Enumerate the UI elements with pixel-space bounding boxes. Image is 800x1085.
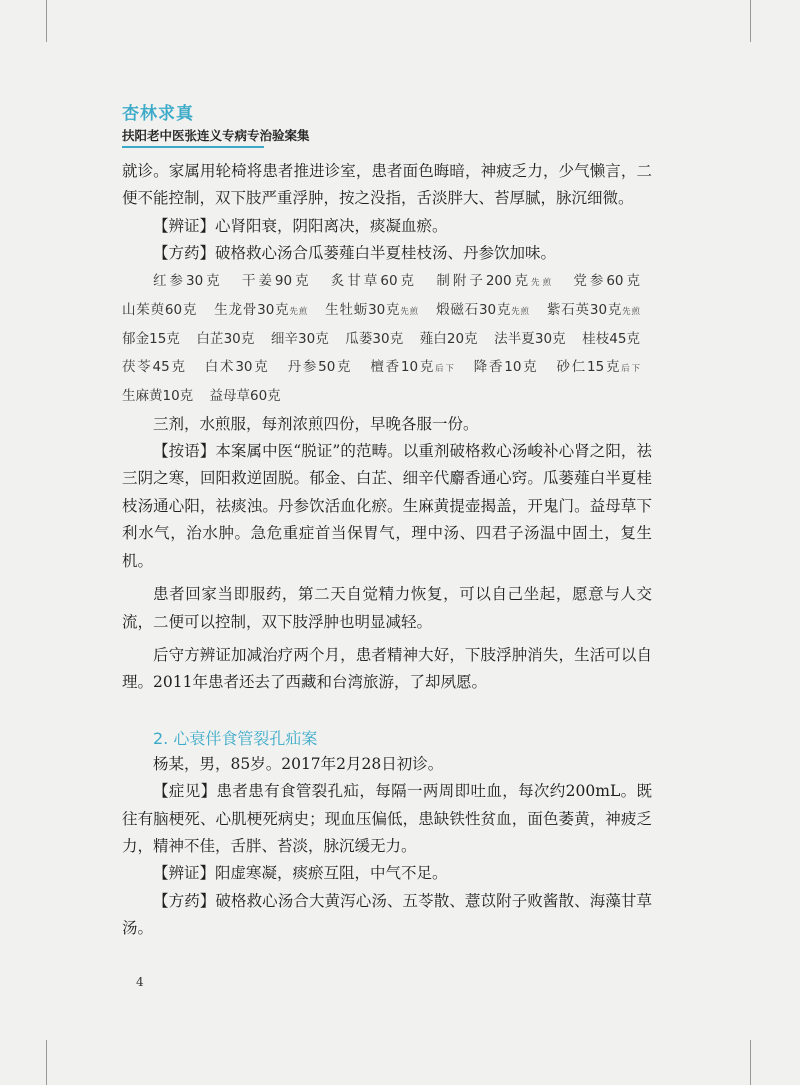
herb-name: 炙甘草60克: [330, 272, 418, 289]
herb-name: 薤白20克: [419, 331, 478, 348]
herb-item: [370, 359, 455, 375]
case2-formula: 【方药】破格救心汤合大黄泻心汤、五苓散、薏苡附子败酱散、海藻甘草汤。: [122, 891, 652, 938]
herb-name: 煅磁石30克: [436, 302, 512, 319]
herb-note: 先煎: [400, 307, 419, 318]
herb-item: [205, 359, 270, 375]
herb-item: [436, 273, 554, 289]
herb-note: 先煎: [531, 277, 555, 288]
case2-diagnosis: 【辨证】阳虚寒凝，痰瘀互阻，中气不足。: [153, 864, 448, 883]
herb-name: 干姜90克: [241, 272, 312, 289]
herb-name: 山茱萸60克: [122, 302, 198, 319]
herb-name: 益母草60克: [209, 388, 281, 405]
herb-name: 生麻黄10克: [122, 388, 194, 405]
herb-name: 细辛30克: [270, 331, 329, 348]
herb-note: 后下: [621, 363, 641, 374]
herb-name: 生牡蛎30克: [325, 302, 401, 319]
case2-patient: 杨某，男，85岁。2017年2月28日初诊。: [153, 754, 444, 773]
herb-name: 茯苓45克: [122, 358, 187, 375]
herb-name: 红参30克: [153, 272, 223, 289]
herb-item: [557, 359, 641, 375]
header-rule: [122, 146, 264, 148]
herb-item: [573, 273, 640, 289]
herb-name: 降香10克: [473, 358, 539, 375]
crop-mark-bottom-right: [750, 1040, 751, 1085]
case1-followup-1: 患者回家当即服药，第二天自觉精力恢复，可以自己坐起，愿意与人交流，二便可以控制，双下肢浮肿也明显减轻。: [122, 585, 652, 631]
herb-name: 檀香10克: [370, 358, 436, 375]
case1-commentary: 【按语】本案属中医“脱证”的范畴。以重剂破格救心汤峻补心肾之阳，祛三阴之寒，回阳救逆固脱。郁金、白芷、细辛代麝香通心窍。瓜蒌薤白半夏桂枝汤通心阳，祛痰浊。丹参饮活血化瘀。生麻黄提壶揭盖，开鬼门。益母草下利水气，治水肿。急危重症首当保胃气，理中汤、四君子汤温中固土，复生机。: [122, 442, 652, 570]
herb-name: 郁金15克: [122, 331, 181, 348]
herb-name: 生龙骨30克: [214, 302, 290, 319]
herb-item: [436, 302, 530, 318]
case1-formula: 【方药】破格救心汤合瓜蒌薤白半夏桂枝汤、丹参饮加味。: [153, 244, 557, 263]
herb-name: 白芷30克: [196, 331, 255, 348]
book-series-title: 杏林求真: [122, 104, 194, 124]
herb-item: [474, 359, 539, 375]
herb-name: 紫石英30克: [546, 302, 623, 319]
herb-item: [122, 331, 180, 347]
case1-followup-2: 后守方辨证加减治疗两个月，患者精神大好，下肢浮肿消失，生活可以自理。2011年患者还去了西藏和台湾旅游，了却夙愿。: [122, 645, 652, 692]
herb-item: [288, 359, 353, 375]
herb-name: 白术30克: [204, 358, 270, 375]
book-subtitle: 扶阳老中医张连义专病专治验案集: [122, 128, 310, 143]
herb-item: [196, 331, 254, 347]
herb-note: 后下: [435, 363, 456, 374]
herb-item: [331, 273, 417, 289]
case1-diagnosis: 【辨证】心肾阳衰，阴阳离决，痰凝血瘀。: [153, 216, 448, 235]
herb-name: 党参60克: [573, 272, 641, 289]
herb-name: 丹参50克: [287, 358, 353, 375]
herb-name: 制附子200克: [436, 272, 532, 289]
crop-mark-top-left: [46, 0, 47, 42]
page-number: 4: [136, 975, 144, 989]
herb-item: [122, 388, 193, 404]
herb-note: 先煎: [289, 307, 309, 318]
herb-item: [209, 388, 280, 404]
herb-item: [345, 331, 403, 347]
case2-symptoms: 【症见】患者患有食管裂孔疝，每隔一两周即吐血，每次约200mL。既往有脑梗死、心肌梗死病史；现血压偏低，患缺铁性贫血，面色萎黄，神疲乏力，精神不佳，舌胖、苔淡，脉沉缓无力。: [122, 782, 652, 855]
herb-name: 瓜蒌30克: [345, 331, 404, 348]
herb-name: 法半夏30克: [494, 331, 566, 348]
herb-item: [547, 302, 640, 318]
herb-item: [420, 331, 478, 347]
running-header: [122, 103, 310, 145]
herb-item: [325, 302, 419, 318]
case1-intro: 就诊。家属用轮椅将患者推进诊室，患者面色晦暗，神疲乏力，少气懒言，二便不能控制，双下肢严重浮肿，按之没指，舌淡胖大、苔厚腻，脉沉细微。: [122, 162, 652, 208]
herb-item: [153, 273, 223, 289]
herb-note: 先煎: [622, 307, 640, 318]
herb-item: [582, 331, 640, 347]
crop-mark-top-right: [750, 0, 751, 42]
herb-name: 桂枝45克: [582, 331, 641, 348]
herb-note: 先煎: [511, 307, 530, 318]
herb-item: [122, 359, 187, 375]
crop-mark-bottom-left: [46, 1040, 47, 1085]
herb-item: [122, 302, 197, 318]
page-body: [122, 158, 652, 943]
herb-item: [242, 273, 312, 289]
section-heading: 2. 心衰伴食管裂孔疝案: [153, 728, 318, 748]
herb-list: [122, 268, 652, 411]
herb-name: 砂仁15克: [556, 358, 622, 375]
herb-item: [271, 331, 329, 347]
herb-item: [214, 302, 308, 318]
herb-item: [494, 331, 566, 347]
case1-usage: 三剂，水煎服，每剂浓煎四份，早晚各服一份。: [153, 414, 479, 433]
